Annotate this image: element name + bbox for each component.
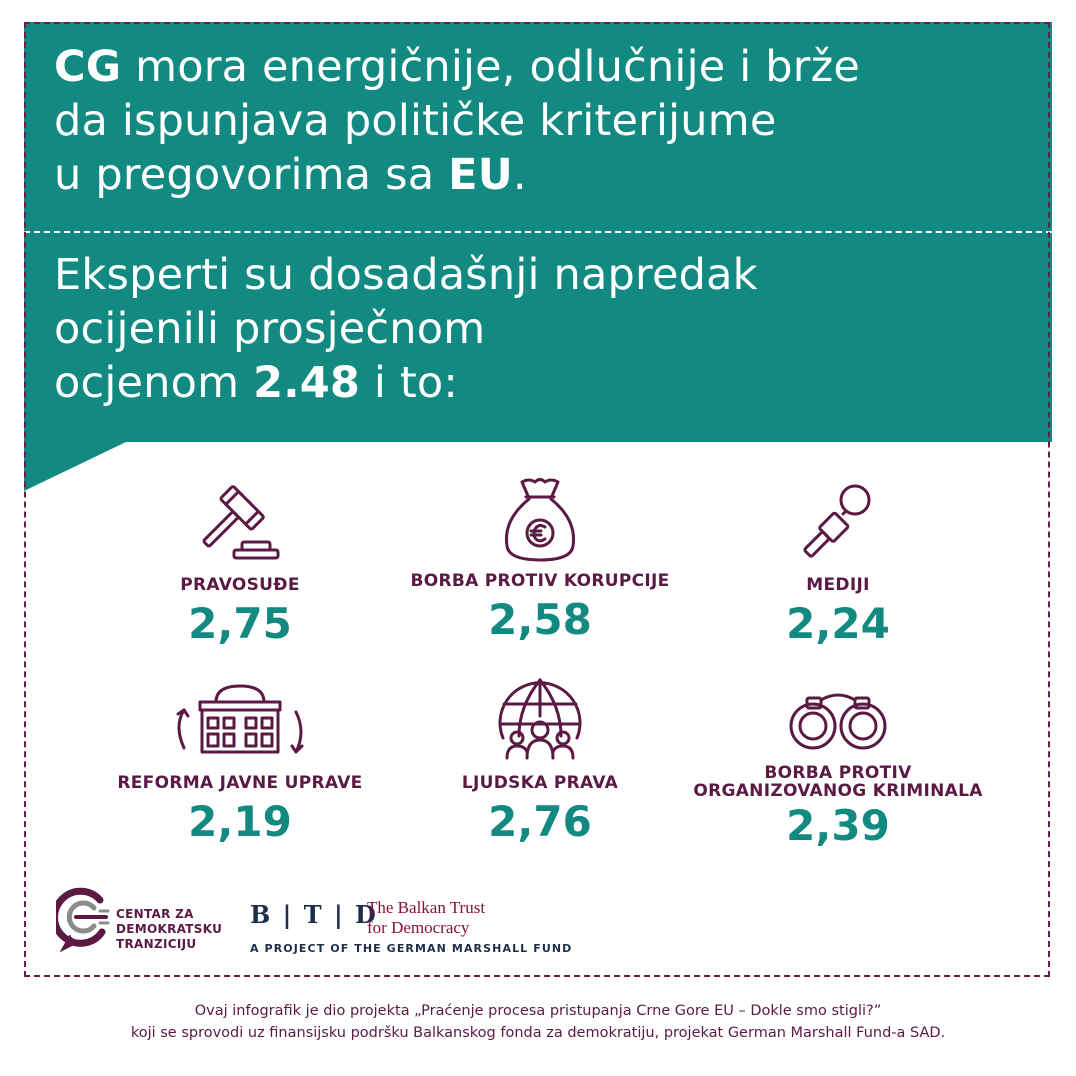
category-label-line1: BORBA PROTIV [764, 763, 912, 783]
btd-tagline: A PROJECT OF THE GERMAN MARSHALL FUND [250, 942, 573, 955]
category-score: 2,24 [786, 599, 890, 648]
btd-name-line1: The Balkan Trust [367, 898, 486, 917]
subheadline-line2: ocijenili prosječnom [54, 304, 486, 354]
cdt-logo-text [116, 907, 226, 952]
category-organizovani-kriminal [668, 686, 1008, 850]
category-label: LJUDSKA PRAVA [461, 773, 619, 793]
subheadline-line3: ocjenom [54, 358, 254, 408]
footer-note [0, 1000, 1076, 1044]
public-building-reform-icon [170, 684, 310, 758]
headline-line1: mora energičnije, odlučnije i brže [121, 42, 861, 92]
category-javna-uprava [70, 684, 410, 846]
subheadline [54, 248, 1004, 410]
category-label: MEDIJI [806, 575, 870, 595]
footer-line2: koji se sprovodi uz finansijsku podršku Balkanskog fonda za demokratiju, projekat German Marshall Fund-a SAD. [130, 1025, 946, 1041]
footer-line1: Ovaj infografik je dio projekta „Praćenje procesa pristupanja Crne Gore EU – Dokle smo stigli?” [194, 1003, 882, 1019]
gavel-icon [190, 478, 290, 564]
category-mediji [668, 478, 1008, 648]
category-label: REFORMA JAVNE UPRAVE [117, 773, 363, 793]
btd-logo-letters: B | T | D [250, 900, 378, 929]
subheadline-end: i to: [359, 358, 459, 408]
average-score: 2.48 [253, 358, 360, 408]
btd-logo-name [367, 898, 527, 938]
globe-people-icon [495, 676, 585, 764]
subheadline-line1: Eksperti su dosadašnji napredak [54, 250, 758, 300]
category-label [668, 764, 1008, 800]
category-pravosudje [70, 478, 410, 648]
cdt-line3: TRANZICIJU [116, 937, 197, 951]
handcuffs-icon [783, 686, 893, 754]
btd-name-line2: for Democracy [367, 918, 470, 937]
category-label: BORBA PROTIV KORUPCIJE [410, 571, 670, 591]
headline-eu: EU [448, 150, 513, 200]
headline-period: . [512, 150, 527, 200]
money-bag-euro-icon [495, 476, 585, 564]
headline-line2: da ispunjava političke kriterijume [54, 96, 777, 146]
category-label-line2: ORGANIZOVANOG KRIMINALA [693, 781, 983, 801]
headline-cg: CG [54, 42, 122, 92]
category-score: 2,19 [188, 797, 292, 846]
category-score: 2,39 [786, 801, 890, 850]
category-score: 2,76 [488, 797, 592, 846]
microphone-icon [793, 478, 883, 564]
headline [54, 40, 1004, 202]
cdt-line1: CENTAR ZA [116, 907, 194, 921]
category-score: 2,75 [188, 599, 292, 648]
cdt-logo-icon [56, 886, 112, 954]
category-korupcija [370, 476, 710, 644]
headline-line3: u pregovorima sa [54, 150, 449, 200]
category-score: 2,58 [488, 595, 592, 644]
category-ljudska-prava [370, 676, 710, 846]
cdt-line2: DEMOKRATSKU [116, 922, 223, 936]
category-label: PRAVOSUĐE [180, 575, 300, 595]
